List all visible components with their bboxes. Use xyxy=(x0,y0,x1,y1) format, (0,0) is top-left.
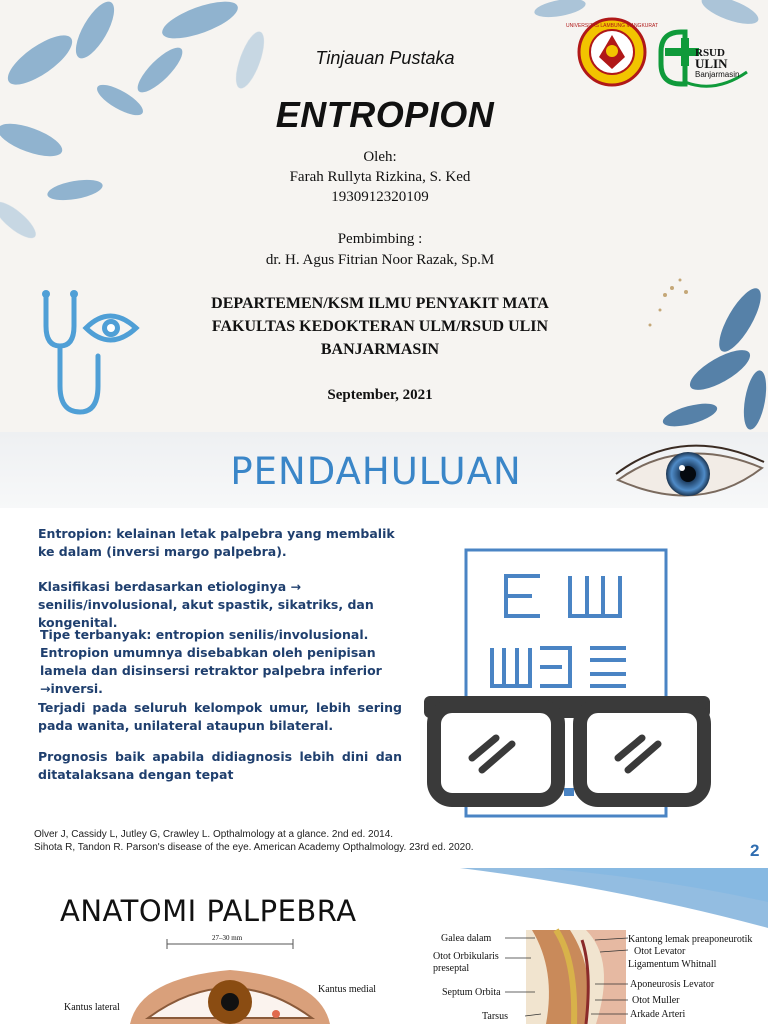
anat-label-aponeurosis: Aponeurosis Levator xyxy=(630,979,715,990)
page-number: 2 xyxy=(750,841,760,860)
anat-label-septum: Septum Orbita xyxy=(442,987,501,998)
reference-1: Olver J, Cassidy L, Jutley G, Crawley L. Opthalmology at a glance. 2nd ed. 2014. xyxy=(34,829,394,840)
bullet-3: Tipe terbanyak: entropion senilis/involusional. Entropion umumnya disebabkan oleh penipisan lamela dan disinsersi retraktor palpebra inferior →inversi. xyxy=(40,627,382,696)
logo-rsud-line1: RSUD xyxy=(695,47,725,59)
anat-label-arkade: Arkade Arteri xyxy=(630,1009,686,1020)
bullet-5: Prognosis baik apabila didiagnosis lebih dini dan ditatalaksana dengan tepat xyxy=(38,749,402,782)
intro-slide xyxy=(0,432,768,868)
dept-line-1: DEPARTEMEN/KSM ILMU PENYAKIT MATA xyxy=(211,295,549,312)
student-id: 1930912320109 xyxy=(331,189,429,205)
author-name: Farah Rullyta Rizkina, S. Ked xyxy=(289,169,471,185)
supervisor-label: Pembimbing : xyxy=(337,231,423,247)
dept-line-2: FAKULTAS KEDOKTERAN ULM/RSUD ULIN xyxy=(211,318,549,335)
anatomy-slide xyxy=(0,868,768,1024)
date: September, 2021 xyxy=(327,387,433,403)
anat-label-galea: Galea dalam xyxy=(441,933,492,944)
anat-label-whitnall: Ligamentum Whitnall xyxy=(628,959,717,970)
anat-label-muller: Otot Muller xyxy=(632,995,680,1006)
anat-label-levator: Otot Levator xyxy=(634,946,686,957)
bullet-2: Klasifikasi berdasarkan etiologinya → senilis/involusional, akut spastik, sikatriks, dan kongenital. xyxy=(38,579,374,630)
section-heading: PENDAHULUAN xyxy=(230,450,522,493)
eye-anatomy-image xyxy=(130,958,330,1024)
logo-univ-text: UNIVERSITAS LAMBUNG MANGKURAT xyxy=(565,23,659,29)
section-heading: ANATOMI PALPEBRA xyxy=(60,894,357,928)
logo-rsud-line3: Banjarmasin xyxy=(695,70,740,79)
references xyxy=(34,828,554,854)
subtitle: Tinjauan Pustaka xyxy=(315,48,455,68)
dept-line-3: BANJARMASIN xyxy=(320,341,440,358)
page-title: ENTROPION xyxy=(275,94,495,135)
eye-label-lateral: Kantus lateral xyxy=(64,1002,120,1013)
by-label: Oleh: xyxy=(363,149,397,165)
title-slide xyxy=(0,0,768,432)
university-logo xyxy=(565,17,659,87)
stethoscope-eye-icon xyxy=(36,286,146,418)
reference-2: Sihota R, Tandon R. Parson's disease of the eye. American Academy Opthalmology. 23rd ed. 2020. xyxy=(34,842,474,853)
rsud-ulin-logo xyxy=(655,24,751,90)
anat-label-orbikularis: Otot Orbikularis preseptal xyxy=(433,951,499,974)
bullet-4: Terjadi pada seluruh kelompok umur, lebih sering pada wanita, unilateral ataupun bilateral. xyxy=(38,700,402,733)
leader-lines xyxy=(505,928,630,1024)
bullet-1: Entropion: kelainan letak palpebra yang membalik ke dalam (inversi margo palpebra). xyxy=(38,526,395,559)
eye-photo xyxy=(612,438,768,510)
anat-label-kantong-lemak: Kantong lemak preaponeurotik xyxy=(628,934,753,945)
logo-rsud-line2: ULIN xyxy=(695,56,728,71)
eye-chart-glasses-icon xyxy=(420,548,720,824)
anat-label-tarsus: Tarsus xyxy=(482,1011,508,1022)
eye-label-medial: Kantus medial xyxy=(318,984,377,995)
measure-label: 27–30 mm xyxy=(212,934,243,942)
supervisor-name: dr. H. Agus Fitrian Noor Razak, Sp.M xyxy=(265,252,495,268)
